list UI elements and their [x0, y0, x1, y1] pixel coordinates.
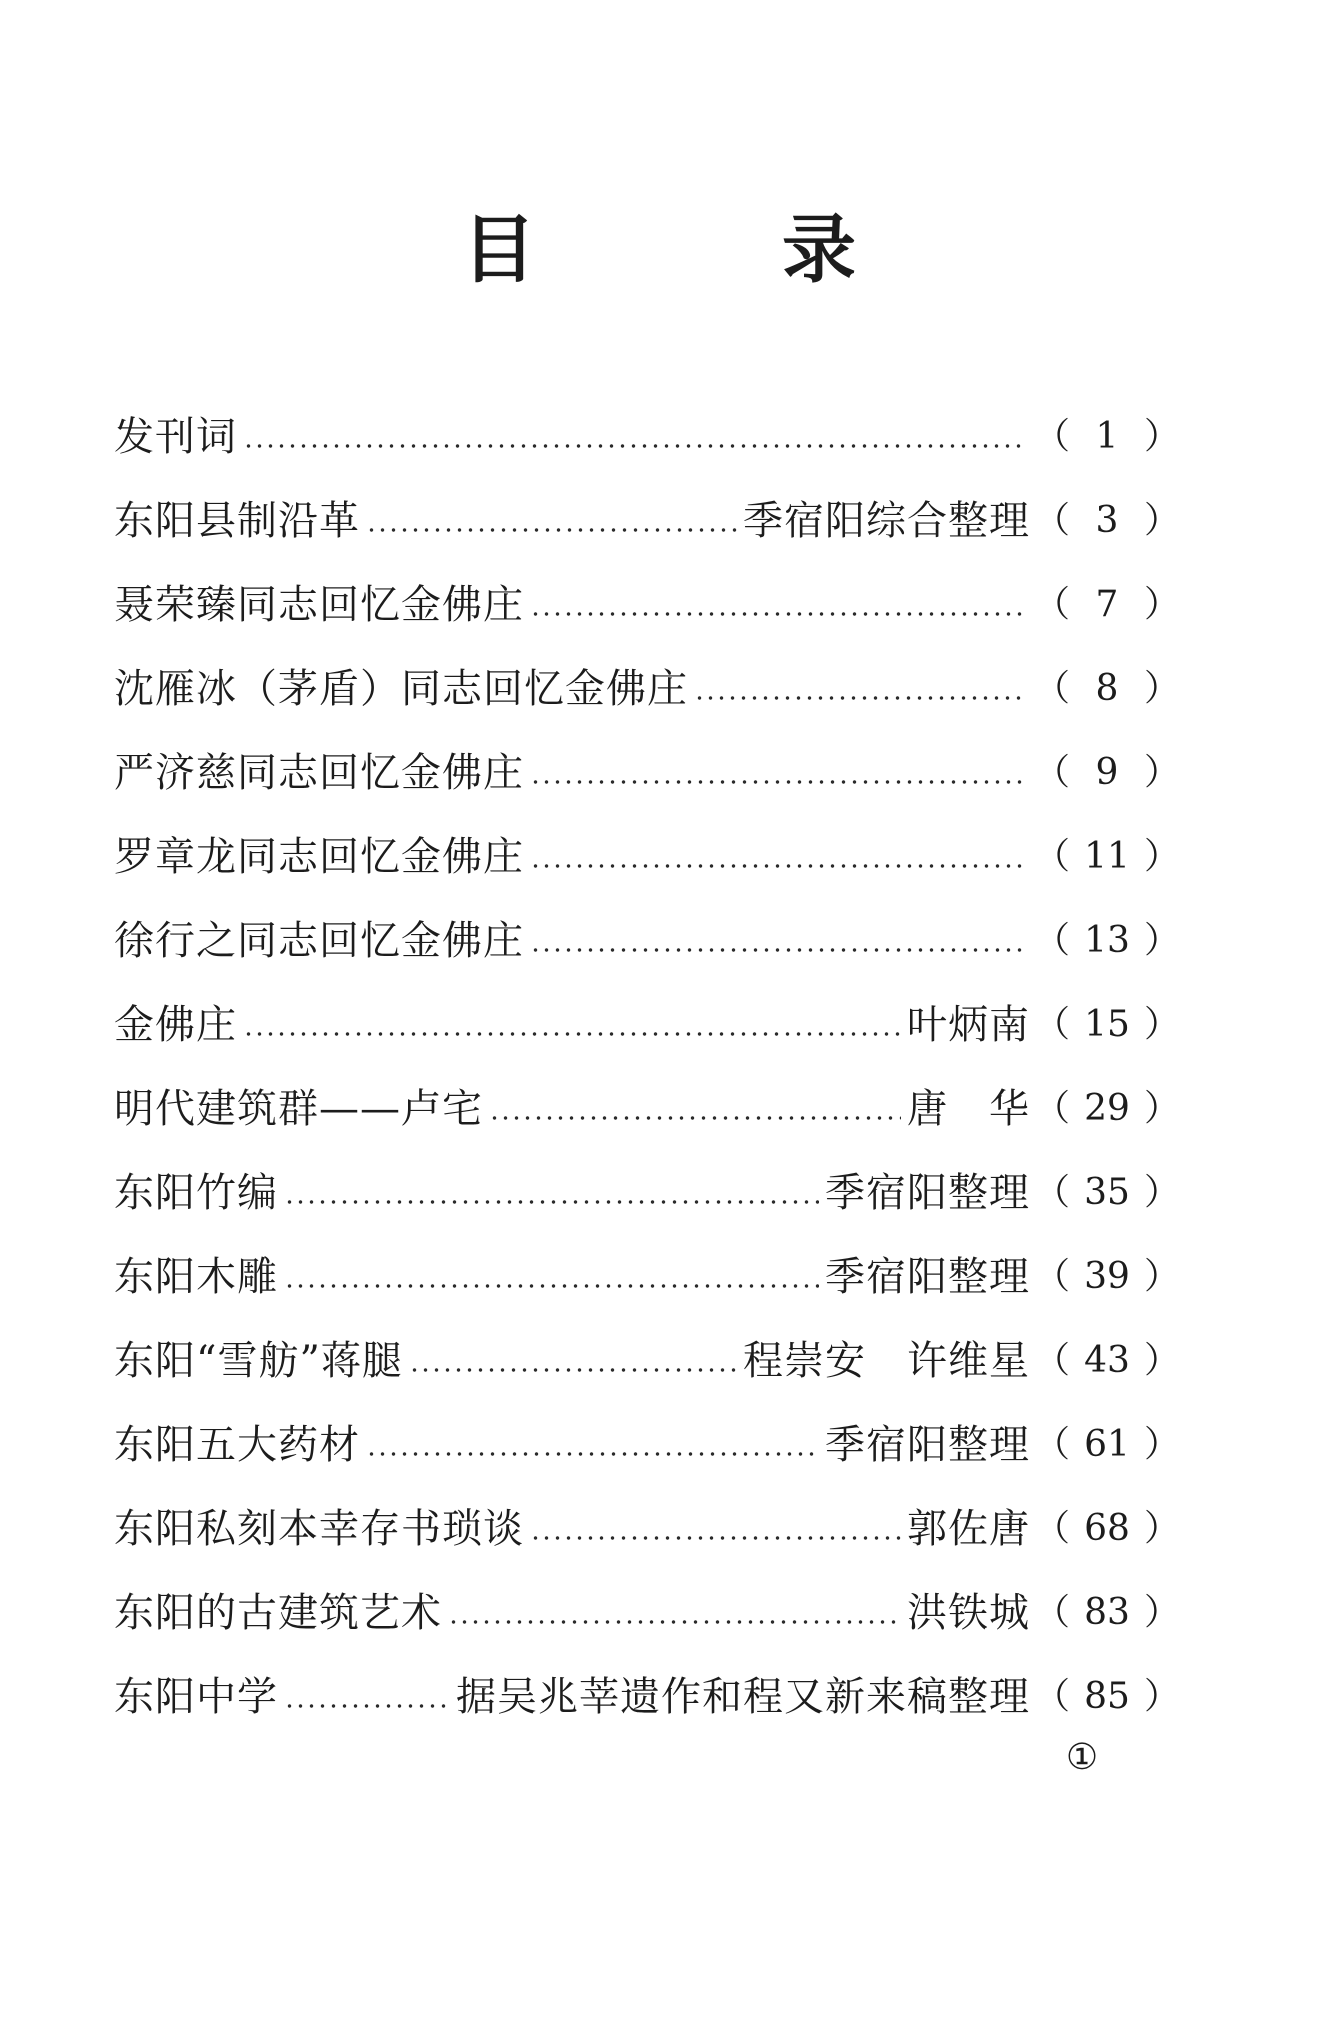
toc-entry-page-number: 43: [1084, 1340, 1130, 1381]
page-title: [0, 205, 1324, 295]
toc-entry-page-number: 35: [1084, 1172, 1130, 1213]
toc-entry-page: （ 11 ）: [1030, 815, 1180, 899]
toc-entry-page-number: 3: [1095, 500, 1119, 541]
toc-entry-page: （ 13 ）: [1030, 899, 1180, 983]
toc-entry-title: 徐行之同志回忆金佛庄: [114, 918, 524, 964]
toc-entry-title: 东阳“雪舫”蒋腿: [114, 1338, 403, 1384]
toc-entry[interactable]: [114, 1487, 1180, 1571]
toc-entry-author: 郭佐唐: [906, 1506, 1030, 1552]
dot-leader: [243, 444, 1024, 448]
toc-entry[interactable]: [114, 1403, 1180, 1487]
toc-entry[interactable]: [114, 563, 1180, 647]
toc-entry[interactable]: [114, 1151, 1180, 1235]
toc-entry-title: 东阳县制沿革: [114, 498, 360, 544]
dot-leader: [366, 528, 737, 532]
toc-entry[interactable]: [114, 1319, 1180, 1403]
toc-entry-author: 洪铁城: [906, 1590, 1030, 1636]
toc-entry[interactable]: [114, 647, 1180, 731]
toc-entry-page-number: 29: [1084, 1088, 1130, 1129]
toc-entry-page-number: 83: [1084, 1592, 1130, 1633]
toc-entry[interactable]: [114, 1655, 1180, 1739]
toc-entry-title: 东阳五大药材: [114, 1422, 360, 1468]
toc-entry-title: 沈雁冰（茅盾）同志回忆金佛庄: [114, 666, 688, 712]
dot-leader: [366, 1452, 819, 1456]
toc-entry-title: 东阳的古建筑艺术: [114, 1590, 442, 1636]
toc-entry[interactable]: [114, 479, 1180, 563]
toc-entry-page-number: 61: [1084, 1424, 1130, 1465]
table-of-contents: [114, 395, 1180, 1739]
toc-entry-title: 金佛庄: [114, 1002, 237, 1048]
toc-entry-page: （ 8 ）: [1030, 647, 1180, 731]
toc-entry-title: 发刊词: [114, 414, 237, 460]
dot-leader: [530, 1536, 901, 1540]
toc-entry-page-number: 7: [1095, 584, 1119, 625]
dot-leader: [530, 612, 1024, 616]
toc-entry-page: （ 68 ）: [1030, 1487, 1180, 1571]
toc-entry-title: 东阳竹编: [114, 1170, 278, 1216]
toc-entry-author: 叶炳南: [906, 1002, 1030, 1048]
toc-entry-author: 季宿阳整理: [824, 1170, 1030, 1216]
toc-entry-title: 东阳私刻本幸存书琐谈: [114, 1506, 524, 1552]
toc-entry-page-number: 39: [1084, 1256, 1130, 1297]
dot-leader: [284, 1284, 819, 1288]
dot-leader: [530, 780, 1024, 784]
toc-entry[interactable]: [114, 731, 1180, 815]
toc-entry-title: 严济慈同志回忆金佛庄: [114, 750, 524, 796]
toc-entry-page: （ 83 ）: [1030, 1571, 1180, 1655]
dot-leader: [694, 696, 1024, 700]
toc-entry[interactable]: [114, 1067, 1180, 1151]
toc-entry-page: （ 43 ）: [1030, 1319, 1180, 1403]
toc-entry-page-number: 8: [1095, 668, 1119, 709]
title-char: 录: [782, 207, 856, 293]
toc-entry-page: （ 7 ）: [1030, 563, 1180, 647]
toc-entry-author: 季宿阳整理: [824, 1422, 1030, 1468]
toc-entry-page-number: 15: [1084, 1004, 1130, 1045]
toc-entry-page-number: 13: [1084, 920, 1130, 961]
dot-leader: [448, 1620, 901, 1624]
toc-entry[interactable]: [114, 815, 1180, 899]
toc-entry-page: （ 1 ）: [1030, 395, 1180, 479]
dot-leader: [530, 948, 1024, 952]
toc-entry-title: 罗章龙同志回忆金佛庄: [114, 834, 524, 880]
toc-entry[interactable]: [114, 899, 1180, 983]
dot-leader: [243, 1032, 901, 1036]
dot-leader: [284, 1200, 819, 1204]
toc-entry-page: （ 85 ）: [1030, 1655, 1180, 1739]
toc-entry-page-number: 9: [1095, 752, 1119, 793]
toc-entry-page-number: 85: [1084, 1676, 1130, 1717]
dot-leader: [489, 1116, 901, 1120]
toc-entry-page: （ 15 ）: [1030, 983, 1180, 1067]
toc-entry-title: 聂荣臻同志回忆金佛庄: [114, 582, 524, 628]
toc-entry-author: 季宿阳综合整理: [742, 498, 1030, 544]
toc-entry-page: （ 39 ）: [1030, 1235, 1180, 1319]
toc-entry[interactable]: [114, 395, 1180, 479]
toc-entry-page-number: 68: [1084, 1508, 1130, 1549]
toc-entry-author: 季宿阳整理: [824, 1254, 1030, 1300]
toc-entry-page: （ 3 ）: [1030, 479, 1180, 563]
toc-entry-page-number: 11: [1084, 836, 1130, 877]
toc-entry[interactable]: [114, 983, 1180, 1067]
toc-entry-author: 唐 华: [906, 1086, 1030, 1132]
dot-leader: [530, 864, 1024, 868]
toc-entry-title: 东阳中学: [114, 1674, 278, 1720]
toc-entry-title: 明代建筑群——卢宅: [114, 1086, 483, 1132]
toc-entry-author: 据吴兆莘遗作和程又新来稿整理: [455, 1674, 1030, 1720]
toc-entry[interactable]: [114, 1571, 1180, 1655]
toc-entry-page: （ 61 ）: [1030, 1403, 1180, 1487]
toc-entry-page-number: 1: [1095, 416, 1119, 457]
toc-entry-page: （ 9 ）: [1030, 731, 1180, 815]
page-number: ①: [1065, 1737, 1099, 1778]
toc-entry-title: 东阳木雕: [114, 1254, 278, 1300]
toc-entry-page: （ 29 ）: [1030, 1067, 1180, 1151]
dot-leader: [409, 1368, 737, 1372]
toc-entry-page: （ 35 ）: [1030, 1151, 1180, 1235]
toc-entry-author: 程崇安 许维星: [742, 1338, 1030, 1384]
title-char: 目: [462, 207, 536, 293]
toc-entry[interactable]: [114, 1235, 1180, 1319]
dot-leader: [284, 1704, 450, 1708]
